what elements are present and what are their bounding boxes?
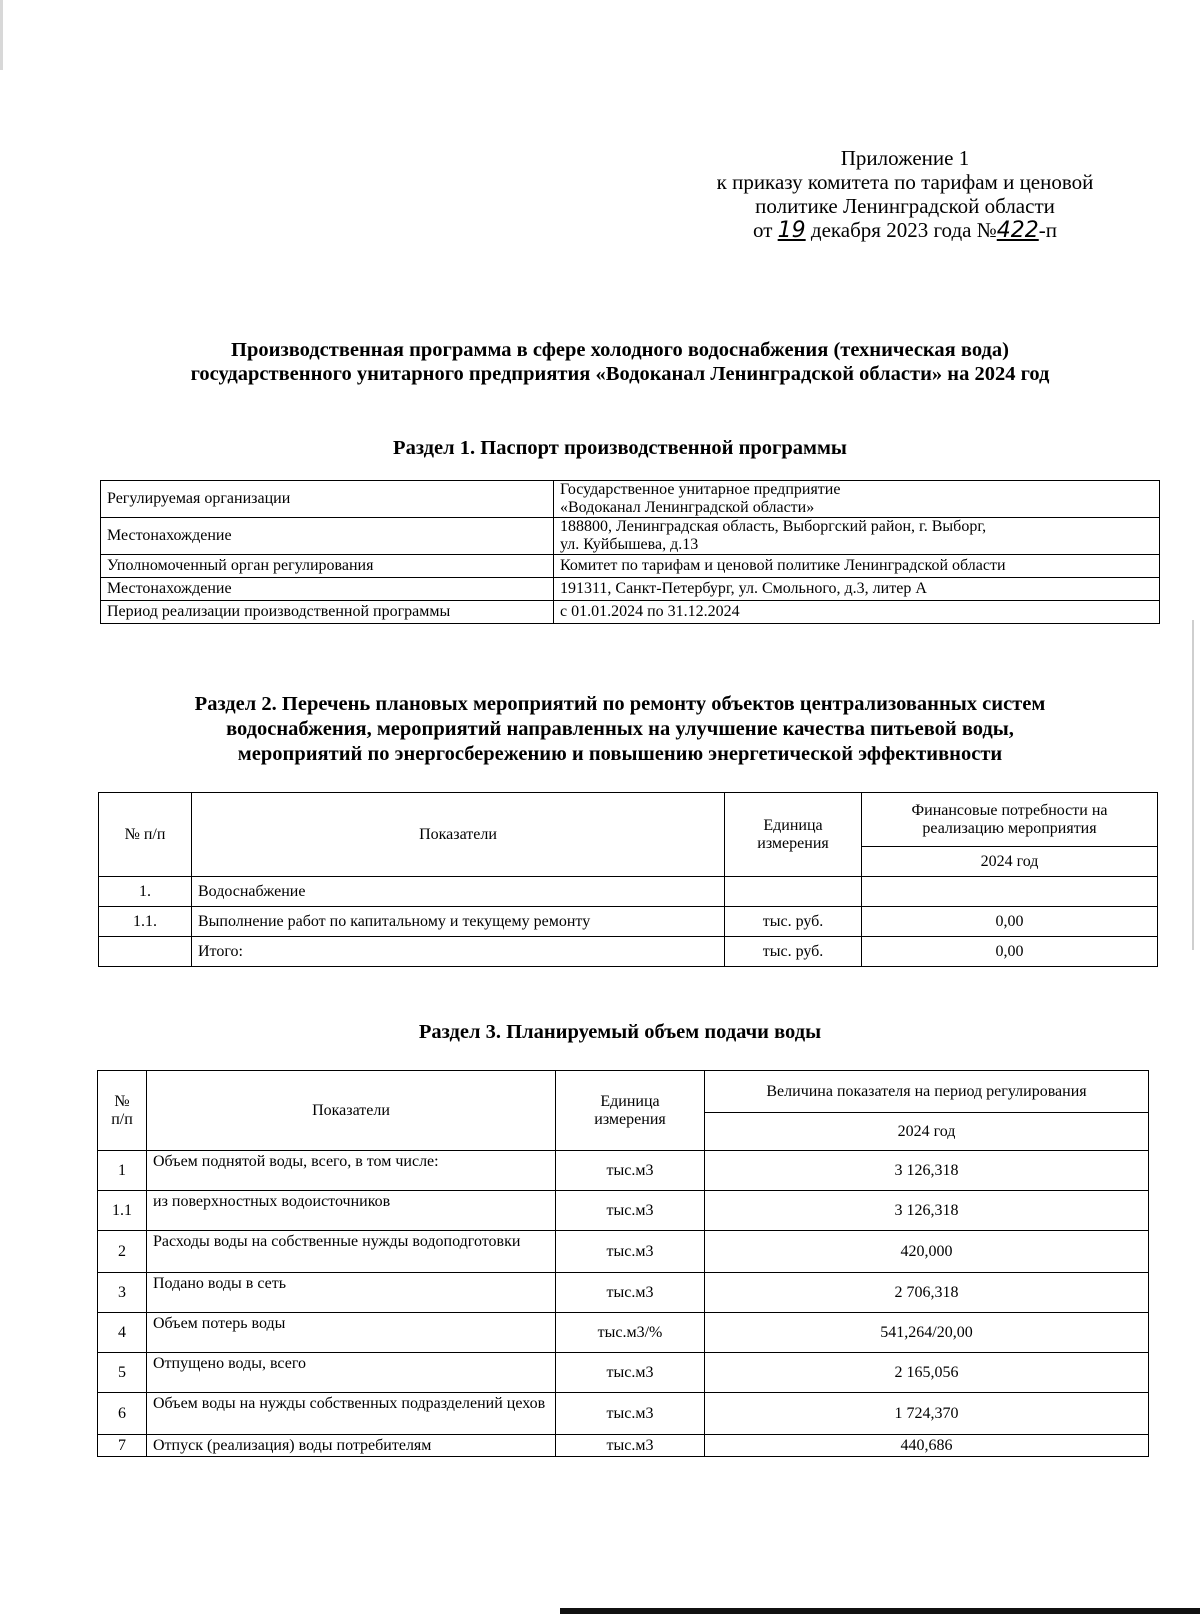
row-unit: тыс. руб. (725, 907, 862, 937)
passport-value-line: 188800, Ленинградская область, Выборгский район, г. Выборг, (560, 518, 987, 535)
table-row (101, 578, 1160, 601)
row-value: 440,686 (705, 1435, 1149, 1457)
table-row (98, 1393, 1149, 1435)
row-num: 5 (98, 1353, 147, 1393)
row-value: 3 126,318 (705, 1151, 1149, 1191)
passport-label: Местонахождение (101, 518, 554, 555)
passport-label: Местонахождение (101, 578, 554, 601)
row-value: 0,00 (862, 937, 1158, 967)
table-row (98, 1231, 1149, 1273)
handwritten-day: 19 (777, 218, 806, 243)
row-name: Итого: (192, 937, 725, 967)
row-name: Объем воды на нужды собственных подразделений цехов (147, 1393, 556, 1435)
passport-value-line: Комитет по тарифам и ценовой политике Ленинградской области (560, 557, 1006, 574)
passport-value (554, 601, 1160, 624)
document-title-line: Производственная программа в сфере холодного водоснабжения (техническая вода) (231, 339, 1009, 361)
header-finance-line: реализацию мероприятия (922, 819, 1097, 837)
appendix-line: Приложение 1 (840, 146, 970, 170)
row-unit (725, 877, 862, 907)
header-num-line: № (114, 1092, 130, 1110)
header-indicator: Показатели (192, 793, 725, 877)
scan-edge (1192, 620, 1194, 950)
row-unit: тыс.м3 (556, 1393, 705, 1435)
measures-table (98, 792, 1158, 967)
row-num (99, 937, 192, 967)
passport-value (554, 578, 1160, 601)
header-num-line: п/п (111, 1110, 133, 1128)
table-row (98, 1313, 1149, 1353)
row-num: 1. (99, 877, 192, 907)
table-row (99, 907, 1158, 937)
row-num: 1.1. (99, 907, 192, 937)
appendix-line: политике Ленинградской области (755, 194, 1055, 218)
row-value: 3 126,318 (705, 1191, 1149, 1231)
header-value: Величина показателя на период регулирования (705, 1071, 1149, 1113)
header-unit (556, 1071, 705, 1151)
passport-label: Уполномоченный орган регулирования (101, 555, 554, 578)
table-row (99, 937, 1158, 967)
row-unit: тыс.м3 (556, 1231, 705, 1273)
appendix-header (680, 146, 1130, 243)
row-value: 2 706,318 (705, 1273, 1149, 1313)
handwritten-number: 422 (996, 218, 1039, 243)
header-num (98, 1071, 147, 1151)
table-row (99, 877, 1158, 907)
passport-value-line: ул. Куйбышева, д.13 (560, 536, 699, 553)
row-unit: тыс.м3 (556, 1273, 705, 1313)
passport-table (100, 480, 1160, 624)
table-row (98, 1353, 1149, 1393)
appendix-suffix: -п (1038, 218, 1057, 242)
header-year: 2024 год (705, 1113, 1149, 1151)
row-name: Подано воды в сеть (147, 1273, 556, 1313)
row-num: 1 (98, 1151, 147, 1191)
scan-edge (0, 0, 3, 70)
header-num: № п/п (99, 793, 192, 877)
row-value: 0,00 (862, 907, 1158, 937)
row-num: 4 (98, 1313, 147, 1353)
section2-title-line: мероприятий по энергосбережению и повышению энергетической эффективности (237, 743, 1003, 765)
table-row (98, 1435, 1149, 1457)
passport-value-line: 191311, Санкт-Петербург, ул. Смольного, д.3, литер А (560, 580, 927, 597)
row-name: Отпуск (реализация) воды потребителям (147, 1435, 556, 1457)
row-unit: тыс.м3 (556, 1191, 705, 1231)
row-num: 2 (98, 1231, 147, 1273)
header-unit-line: измерения (594, 1110, 666, 1128)
passport-value-line: с 01.01.2024 по 31.12.2024 (560, 603, 740, 620)
appendix-prefix: от (753, 218, 773, 242)
row-name: Отпущено воды, всего (147, 1353, 556, 1393)
row-num: 1.1 (98, 1191, 147, 1231)
section2-title-line: водоснабжения, мероприятий направленных на улучшение качества питьевой воды, (226, 718, 1014, 740)
volume-table (97, 1070, 1149, 1457)
row-num: 6 (98, 1393, 147, 1435)
header-finance (862, 793, 1158, 847)
row-value: 541,264/20,00 (705, 1313, 1149, 1353)
header-unit-line: Единица (763, 816, 823, 834)
row-name: Объем потерь воды (147, 1313, 556, 1353)
passport-value (554, 518, 1160, 555)
table-row (98, 1151, 1149, 1191)
passport-label: Период реализации производственной программы (101, 601, 554, 624)
header-finance-line: Финансовые потребности на (911, 801, 1108, 819)
row-name: Расходы воды на собственные нужды водоподготовки (147, 1231, 556, 1273)
header-unit-line: измерения (757, 834, 829, 852)
row-name: Выполнение работ по капитальному и текущему ремонту (192, 907, 725, 937)
table-row (98, 1191, 1149, 1231)
row-unit: тыс.м3 (556, 1151, 705, 1191)
passport-value (554, 481, 1160, 518)
table-row (101, 555, 1160, 578)
table-row (101, 481, 1160, 518)
section3-title: Раздел 3. Планируемый объем подачи воды (418, 1021, 822, 1043)
passport-value-line: Государственное унитарное предприятие (560, 481, 841, 498)
header-unit (725, 793, 862, 877)
passport-value-line: «Водоканал Ленинградской области» (560, 499, 815, 516)
document-title (100, 338, 1140, 386)
row-value (862, 877, 1158, 907)
row-value: 2 165,056 (705, 1353, 1149, 1393)
row-name: из поверхностных водоисточников (147, 1191, 556, 1231)
passport-label: Регулируемая организации (101, 481, 554, 518)
row-num: 7 (98, 1435, 147, 1457)
row-value: 420,000 (705, 1231, 1149, 1273)
header-unit-line: Единица (600, 1092, 660, 1110)
section2-title (80, 692, 1160, 767)
row-unit: тыс. руб. (725, 937, 862, 967)
appendix-line: к приказу комитета по тарифам и ценовой (716, 170, 1094, 194)
table-row (101, 518, 1160, 555)
table-row (101, 601, 1160, 624)
row-value: 1 724,370 (705, 1393, 1149, 1435)
row-unit: тыс.м3 (556, 1353, 705, 1393)
passport-value (554, 555, 1160, 578)
row-name: Водоснабжение (192, 877, 725, 907)
appendix-date-line (680, 218, 1130, 243)
row-unit: тыс.м3 (556, 1435, 705, 1457)
appendix-middle: декабря 2023 года № (810, 218, 997, 242)
header-indicator: Показатели (147, 1071, 556, 1151)
row-unit: тыс.м3/% (556, 1313, 705, 1353)
scan-edge (560, 1608, 1200, 1614)
header-year: 2024 год (862, 847, 1158, 877)
section1-title: Раздел 1. Паспорт производственной программы (393, 437, 847, 459)
section2-title-line: Раздел 2. Перечень плановых мероприятий по ремонту объектов централизованных систем (194, 693, 1046, 715)
document-title-line: государственного унитарного предприятия «Водоканал Ленинградской области» на 2024 год (190, 363, 1050, 385)
table-row (98, 1273, 1149, 1313)
row-name: Объем поднятой воды, всего, в том числе: (147, 1151, 556, 1191)
row-num: 3 (98, 1273, 147, 1313)
